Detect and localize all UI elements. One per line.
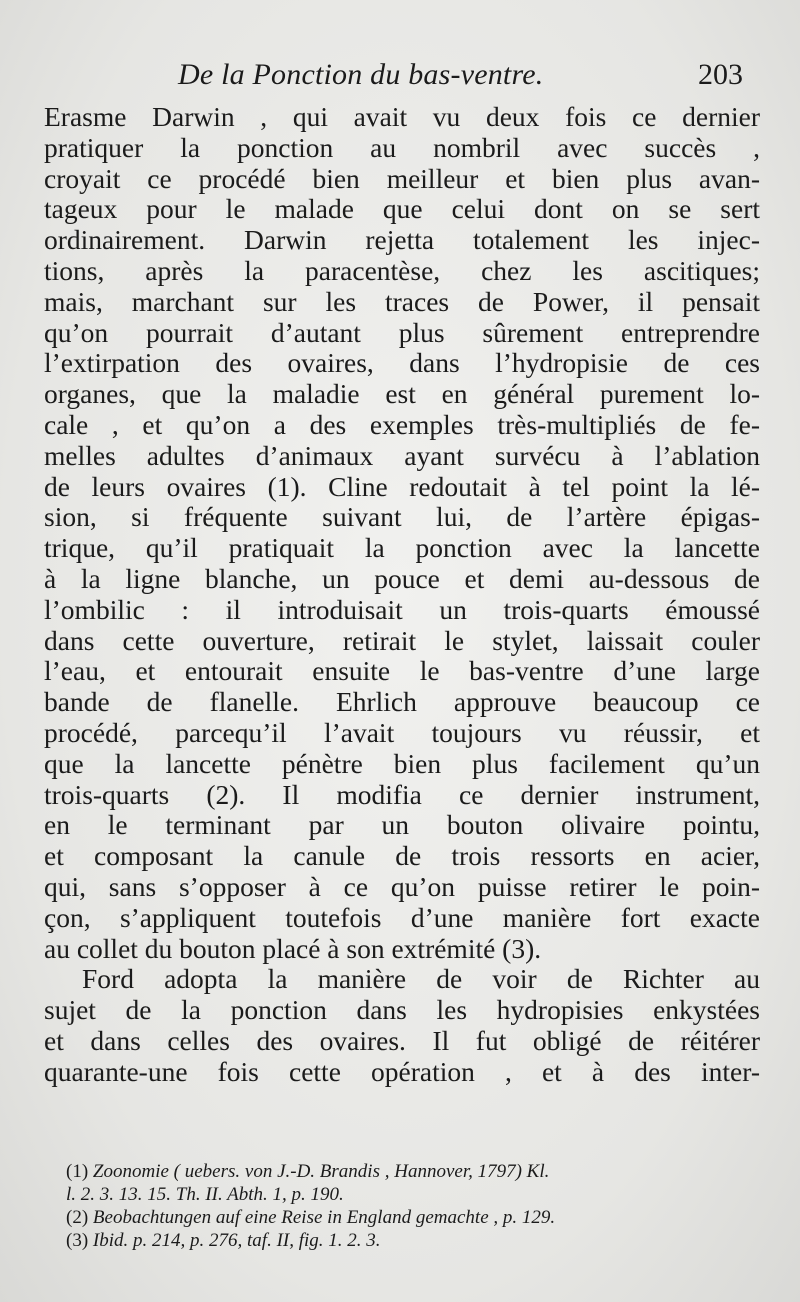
text-line: bande de flanelle. Ehrlich approuve beaucoup ce	[44, 686, 760, 718]
footnote-text: Beobachtungen auf eine Reise in England gemachte , p. 129.	[92, 1207, 556, 1228]
text-line: Erasme Darwin , qui avait vu deux fois ce dernier	[44, 101, 760, 132]
text-line: çon, s’appliquent toutefois d’une manière fort exacte	[44, 901, 760, 933]
text-line: au collet du bouton placé à son extrémité (3).	[44, 932, 542, 964]
text-line: mais, marchant sur les traces de Power, il pensait	[44, 285, 760, 317]
footnotes	[66, 1160, 766, 1252]
text-line: qui, sans s’opposer à ce qu’on puisse retirer le poin-	[44, 870, 760, 902]
text-line: procédé, parcequ’il l’avait toujours vu réussir, et	[44, 716, 760, 748]
text-line: trique, qu’il pratiquait la ponction avec la lancette	[44, 532, 760, 564]
text-line: croyait ce procédé bien meilleur et bien plus avan-	[44, 162, 760, 194]
text-line: en le terminant par un bouton olivaire pointu,	[44, 809, 760, 841]
text-line: quarante-une fois cette opération , et à des inter-	[44, 1055, 760, 1087]
footnote-1	[66, 1160, 766, 1183]
footnote-1-continued	[66, 1183, 766, 1206]
footnote-text: Zoonomie ( uebers. von J.-D. Brandis , Hannover, 1797) Kl.	[92, 1161, 550, 1182]
running-head	[0, 58, 800, 98]
text-line: melles adultes d’animaux ayant survécu à l’ablation	[44, 439, 760, 471]
text-line: sion, si fréquente suivant lui, de l’artère épigas-	[44, 501, 760, 533]
footnote-mark: (1)	[66, 1161, 89, 1182]
text-line: trois-quarts (2). Il modifia ce dernier instrument,	[44, 778, 760, 810]
text-line: que la lancette pénètre bien plus facilement qu’un	[44, 747, 760, 779]
page-number: 203	[698, 58, 743, 91]
text-line: tions, après la paracentèse, chez les ascitiques;	[44, 254, 760, 286]
text-line: et dans celles des ovaires. Il fut obligé de réitérer	[44, 1024, 760, 1056]
footnote-text: l. 2. 3. 13. 15. Th. II. Abth. 1, p. 190.	[66, 1184, 344, 1205]
body-text	[44, 102, 760, 1088]
text-line: cale , et qu’on a des exemples très-multipliés de fe-	[44, 408, 760, 440]
text-line: l’extirpation des ovaires, dans l’hydropisie de ces	[44, 347, 760, 379]
text-line: sujet de la ponction dans les hydropisies enkystées	[44, 994, 760, 1026]
footnote-2	[66, 1206, 766, 1229]
text-line: de leurs ovaires (1). Cline redoutait à tel point la lé-	[44, 470, 760, 502]
text-line: l’ombilic : il introduisait un trois-quarts émoussé	[44, 593, 760, 625]
text-line: dans cette ouverture, retirait le stylet, laissait couler	[44, 624, 760, 656]
footnote-text: Ibid. p. 214, p. 276, taf. II, fig. 1. 2. 3.	[92, 1230, 381, 1251]
text-line: ordinairement. Darwin rejetta totalement les injec-	[44, 224, 760, 256]
footnote-mark: (2)	[66, 1207, 89, 1228]
chapter-title: De la Ponction du bas-ventre.	[178, 58, 544, 91]
footnote-3	[66, 1229, 766, 1252]
text-line: et composant la canule de trois ressorts en acier,	[44, 840, 760, 872]
text-line: organes, que la maladie est en général purement lo-	[44, 378, 760, 410]
text-line: pratiquer la ponction au nombril avec succès ,	[44, 131, 760, 163]
text-line: à la ligne blanche, un pouce et demi au-dessous de	[44, 562, 760, 594]
text-line: l’eau, et entourait ensuite le bas-ventre d’une large	[44, 655, 760, 687]
footnote-mark: (3)	[66, 1230, 89, 1251]
text-line: tageux pour le malade que celui dont on se sert	[44, 193, 760, 225]
text-line-paragraph-start: Ford adopta la manière de voir de Richter au	[82, 963, 760, 995]
text-line: qu’on pourrait d’autant plus sûrement entreprendre	[44, 316, 760, 348]
